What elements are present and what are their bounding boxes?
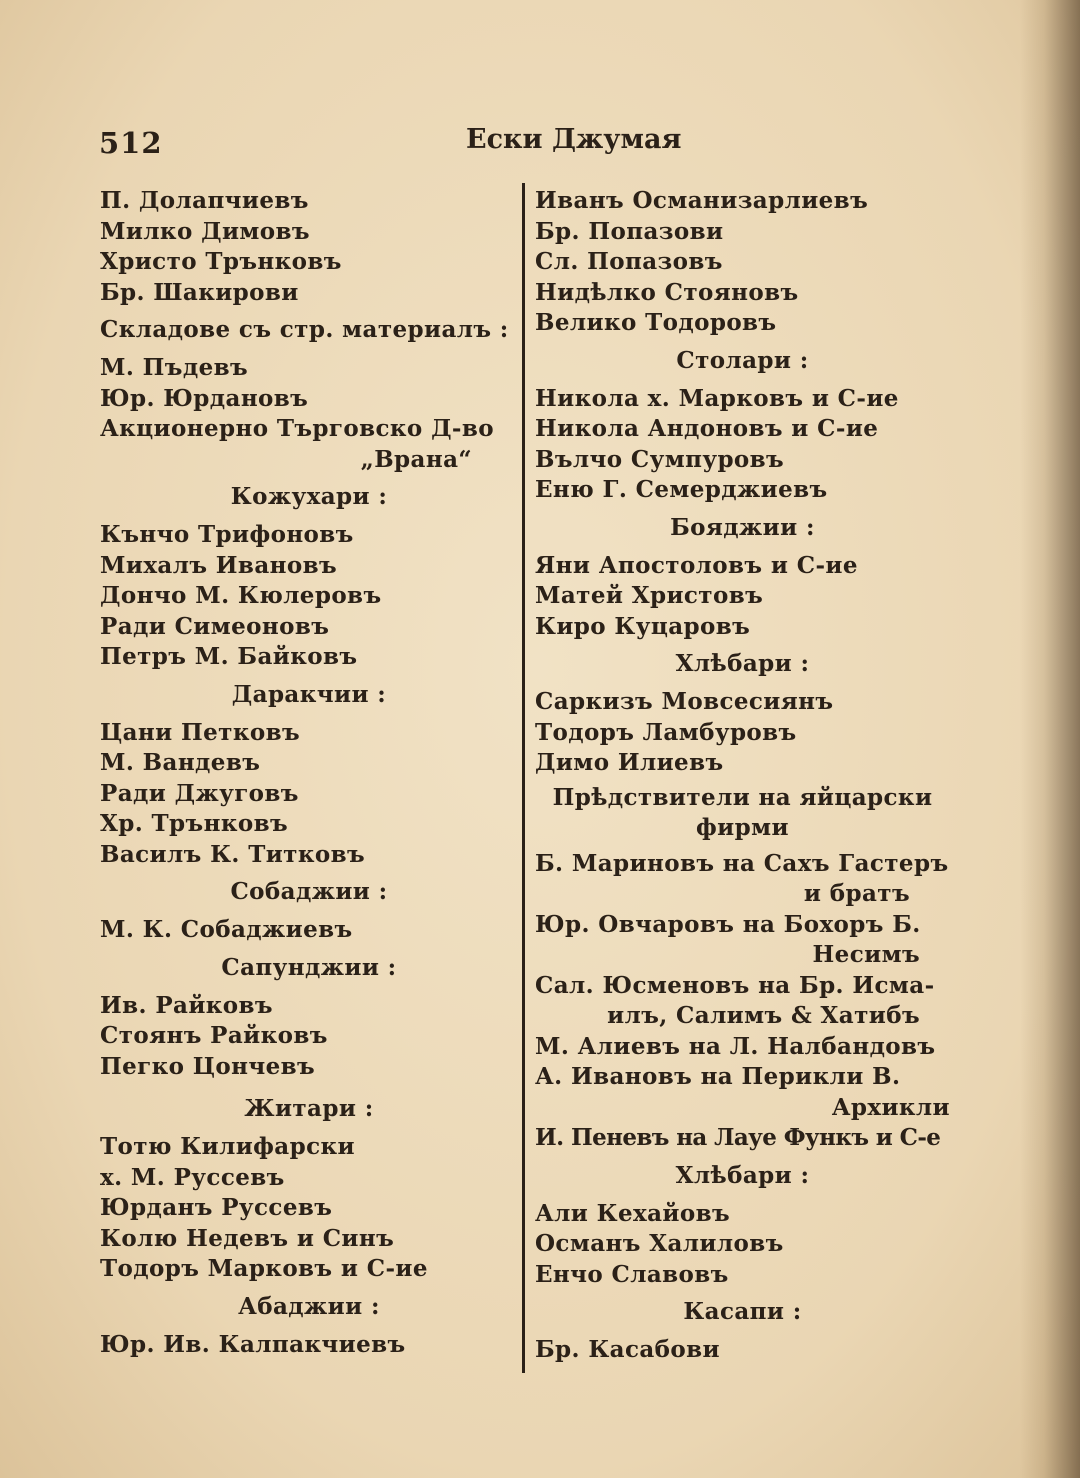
list-item: Еню Г. Семерджиевъ bbox=[535, 476, 828, 503]
section-heading: Абаджии : bbox=[238, 1292, 380, 1320]
list-item: Никола х. Марковъ и С-ие bbox=[535, 384, 899, 412]
list-item: Тодоръ Марковъ и С-ие bbox=[100, 1255, 428, 1282]
page-spine-shadow bbox=[1020, 0, 1080, 1478]
list-item: Матей Христовъ bbox=[535, 582, 764, 609]
list-item: М. Вандевъ bbox=[100, 749, 261, 776]
section-heading-line: Прѣдствители на яйцарски bbox=[552, 783, 933, 811]
list-block bbox=[100, 1132, 518, 1285]
list-item: Ради Джуговъ bbox=[100, 779, 299, 807]
list-block bbox=[535, 687, 950, 779]
list-block bbox=[100, 915, 518, 946]
section-heading: Касапи : bbox=[683, 1298, 802, 1325]
list-item: Колю Недевъ и Синъ bbox=[100, 1224, 395, 1252]
list-item: Тотю Килифарски bbox=[100, 1133, 355, 1160]
list-block bbox=[100, 353, 518, 475]
list-block bbox=[100, 520, 518, 673]
column-divider bbox=[522, 183, 525, 1373]
list-item: Вълчо Сумпуровъ bbox=[535, 445, 785, 473]
list-item: х. М. Руссевъ bbox=[100, 1163, 285, 1191]
running-title: Ески Джумая bbox=[466, 124, 682, 155]
list-item: Османъ Халиловъ bbox=[535, 1230, 784, 1257]
list-block bbox=[100, 1330, 518, 1361]
list-item: Стоянъ Райковъ bbox=[100, 1022, 328, 1049]
list-item: Нидѣлко Стояновъ bbox=[535, 278, 799, 306]
list-item: Михалъ Ивановъ bbox=[100, 551, 338, 579]
section-heading: Житари : bbox=[244, 1095, 374, 1122]
list-item: Юр. Овчаровъ на Бохоръ Б. bbox=[535, 910, 921, 938]
list-block bbox=[535, 551, 950, 643]
list-item: И. Пеневъ на Лауе Функъ и С-е bbox=[535, 1124, 941, 1151]
list-item: Милко Димовъ bbox=[100, 217, 310, 245]
list-block bbox=[535, 1335, 950, 1366]
list-item: Хр. Трънковъ bbox=[100, 810, 288, 837]
list-item: Ради Симеоновъ bbox=[100, 612, 330, 640]
list-item: Саркизъ Мовсесиянъ bbox=[535, 688, 834, 715]
list-item-continuation: Несимъ bbox=[812, 941, 920, 968]
list-item: Димо Илиевъ bbox=[535, 749, 724, 776]
section-heading: Складове съ стр. материалъ : bbox=[100, 316, 509, 343]
section-heading: Собаджии : bbox=[230, 878, 388, 905]
section-heading bbox=[535, 783, 950, 843]
list-item: Б. Мариновъ на Сахъ Гастеръ bbox=[535, 849, 949, 877]
list-item-continuation: „Врана“ bbox=[360, 445, 472, 473]
right-column bbox=[535, 186, 950, 1366]
section-heading: Бояджии : bbox=[670, 513, 815, 541]
list-block bbox=[535, 1199, 950, 1291]
section-heading: Сапунджии : bbox=[221, 953, 397, 981]
left-column bbox=[100, 186, 518, 1360]
section-heading: Хлѣбари : bbox=[675, 1161, 810, 1189]
list-item: Цани Петковъ bbox=[100, 718, 301, 746]
list-item: Иванъ Османизарлиевъ bbox=[535, 187, 869, 214]
list-block bbox=[100, 718, 518, 871]
list-item: М. К. Собаджиевъ bbox=[100, 916, 353, 943]
list-item: А. Ивановъ на Перикли В. bbox=[535, 1063, 901, 1090]
list-item: Тодоръ Ламбуровъ bbox=[535, 718, 797, 746]
list-item: Яни Апостоловъ и С-ие bbox=[535, 551, 858, 579]
list-item: Дончо М. Кюлеровъ bbox=[100, 582, 382, 609]
list-block bbox=[535, 186, 950, 339]
list-item: Петръ М. Байковъ bbox=[100, 643, 358, 670]
list-item: Василъ К. Титковъ bbox=[100, 840, 366, 868]
section-heading-line: фирми bbox=[696, 813, 789, 841]
list-block bbox=[535, 384, 950, 506]
section-heading: Кожухари : bbox=[230, 483, 388, 510]
list-item: Сл. Попазовъ bbox=[535, 248, 723, 275]
list-item: Бр. Шакирови bbox=[100, 278, 299, 306]
list-item: Пегко Цончевъ bbox=[100, 1052, 316, 1080]
list-item: М. Алиевъ на Л. Налбандовъ bbox=[535, 1032, 936, 1060]
list-item: Христо Трънковъ bbox=[100, 248, 342, 275]
list-item: Киро Куцаровъ bbox=[535, 612, 751, 640]
list-item: П. Долапчиевъ bbox=[100, 187, 309, 214]
list-block bbox=[535, 849, 950, 1154]
list-item: М. Пъдевъ bbox=[100, 354, 249, 381]
list-item: Бр. Касабови bbox=[535, 1336, 721, 1363]
list-item: Велико Тодоровъ bbox=[535, 309, 777, 336]
list-item: Юр. Юрдановъ bbox=[100, 384, 309, 412]
list-item: Бр. Попазови bbox=[535, 217, 724, 245]
list-item: Кънчо Трифоновъ bbox=[100, 521, 354, 548]
page-number: 512 bbox=[99, 126, 163, 160]
list-item-continuation: Архикли bbox=[831, 1093, 950, 1121]
list-block bbox=[100, 186, 518, 308]
section-heading: Столари : bbox=[676, 346, 809, 374]
list-item: Никола Андоновъ и С-ие bbox=[535, 415, 879, 442]
list-item: Али Кехайовъ bbox=[535, 1199, 731, 1227]
list-item: Акционерно Търговско Д-во bbox=[100, 415, 495, 442]
list-item: Юрданъ Руссевъ bbox=[100, 1194, 333, 1221]
list-item: Ив. Райковъ bbox=[100, 991, 273, 1019]
list-item: Сал. Юсменовъ на Бр. Исма- bbox=[535, 971, 935, 999]
section-heading: Даракчии : bbox=[231, 680, 387, 708]
section-heading: Хлѣбари : bbox=[675, 650, 810, 677]
list-block bbox=[100, 991, 518, 1083]
list-item: Юр. Ив. Калпакчиевъ bbox=[100, 1330, 406, 1358]
list-item: Енчо Славовъ bbox=[535, 1260, 729, 1288]
list-item-continuation: и братъ bbox=[803, 880, 910, 907]
list-item-continuation: илъ, Салимъ & Хатибъ bbox=[607, 1002, 920, 1029]
